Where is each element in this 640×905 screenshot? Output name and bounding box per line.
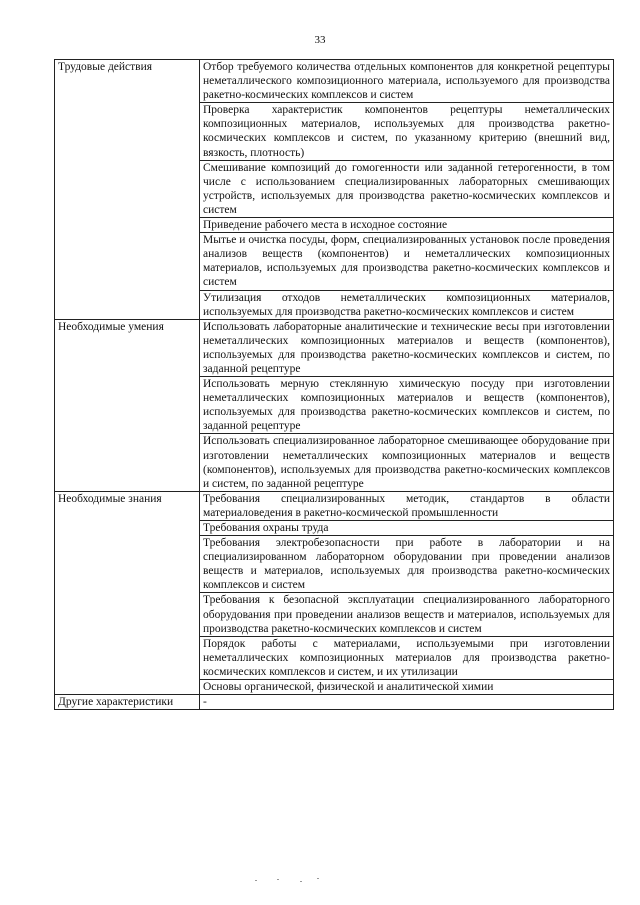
requirement-item: - <box>200 695 614 710</box>
section-label: Трудовые действия <box>55 60 200 320</box>
table-row <box>55 319 614 376</box>
requirement-item: Проверка характеристик компонентов рецептуры неметаллических композиционных материалов, используемых для производства ракетно-космических комплексов и систем, по указанному критерию (внешний вид, вязкость, плотность) <box>200 103 614 160</box>
requirement-item: Требования к безопасной эксплуатации специализированного лабораторного оборудования при проведении анализов веществ и материалов, используемых для производства ракетно-космических комплексов и систем <box>200 593 614 636</box>
requirement-item: Требования специализированных методик, стандартов в области материаловедения в ракетно-космической промышленности <box>200 491 614 520</box>
table-row <box>55 695 614 710</box>
table-row <box>55 60 614 103</box>
requirement-item: Порядок работы с материалами, используемыми при изготовлении неметаллических композиционных материалов для производства ракетно-космических комплексов и систем, и их утилизации <box>200 636 614 679</box>
requirement-item: Использовать лабораторные аналитические и технические весы при изготовлении неметаллических композиционных материалов и веществ (компонентов), используемых для производства ракетно-космических комплексов и систем, по заданной рецептуре <box>200 319 614 376</box>
requirement-item: Требования охраны труда <box>200 521 614 536</box>
requirement-item: Основы органической, физической и аналитической химии <box>200 680 614 695</box>
section-label: Другие характеристики <box>55 695 200 710</box>
requirements-table <box>54 59 614 710</box>
requirement-item: Требования электробезопасности при работе в лаборатории и на специализированном лабораторном оборудовании при проведении анализов веществ и материалов, используемых для производства ракетно-космических комплексов и систем <box>200 536 614 593</box>
requirement-item: Утилизация отходов неметаллических композиционных материалов, используемых для производства ракетно-космических комплексов и систем <box>200 290 614 319</box>
scan-specks <box>255 877 335 883</box>
requirement-item: Приведение рабочего места в исходное состояние <box>200 218 614 233</box>
page-number: 33 <box>314 34 326 46</box>
requirement-item: Отбор требуемого количества отдельных компонентов для конкретной рецептуры неметаллического композиционного материала, используемого для производства ракетно-космических комплексов и систем <box>200 60 614 103</box>
section-label: Необходимые знания <box>55 491 200 694</box>
requirement-item: Использовать мерную стеклянную химическую посуду при изготовлении неметаллических композиционных материалов и веществ (компонентов), используемых для производства ракетно-космических комплексов и систем, по заданной рецептуре <box>200 377 614 434</box>
section-label: Необходимые умения <box>55 319 200 491</box>
requirement-item: Мытье и очистка посуды, форм, специализированных установок после проведения анализов веществ (компонентов) и неметаллических композиционных материалов, используемых для производства ракетно-космических комплексов и систем <box>200 233 614 290</box>
requirement-item: Смешивание композиций до гомогенности или заданной гетерогенности, в том числе с использованием специализированных лабораторных смешивающих устройств, используемых для производства ракетно-космических комплексов и систем <box>200 160 614 217</box>
requirement-item: Использовать специализированное лабораторное смешивающее оборудование при изготовлении неметаллических композиционных материалов и веществ (компонентов), используемых для производства ракетно-космических комплексов и систем, по заданной рецептуре <box>200 434 614 491</box>
table-row <box>55 491 614 520</box>
